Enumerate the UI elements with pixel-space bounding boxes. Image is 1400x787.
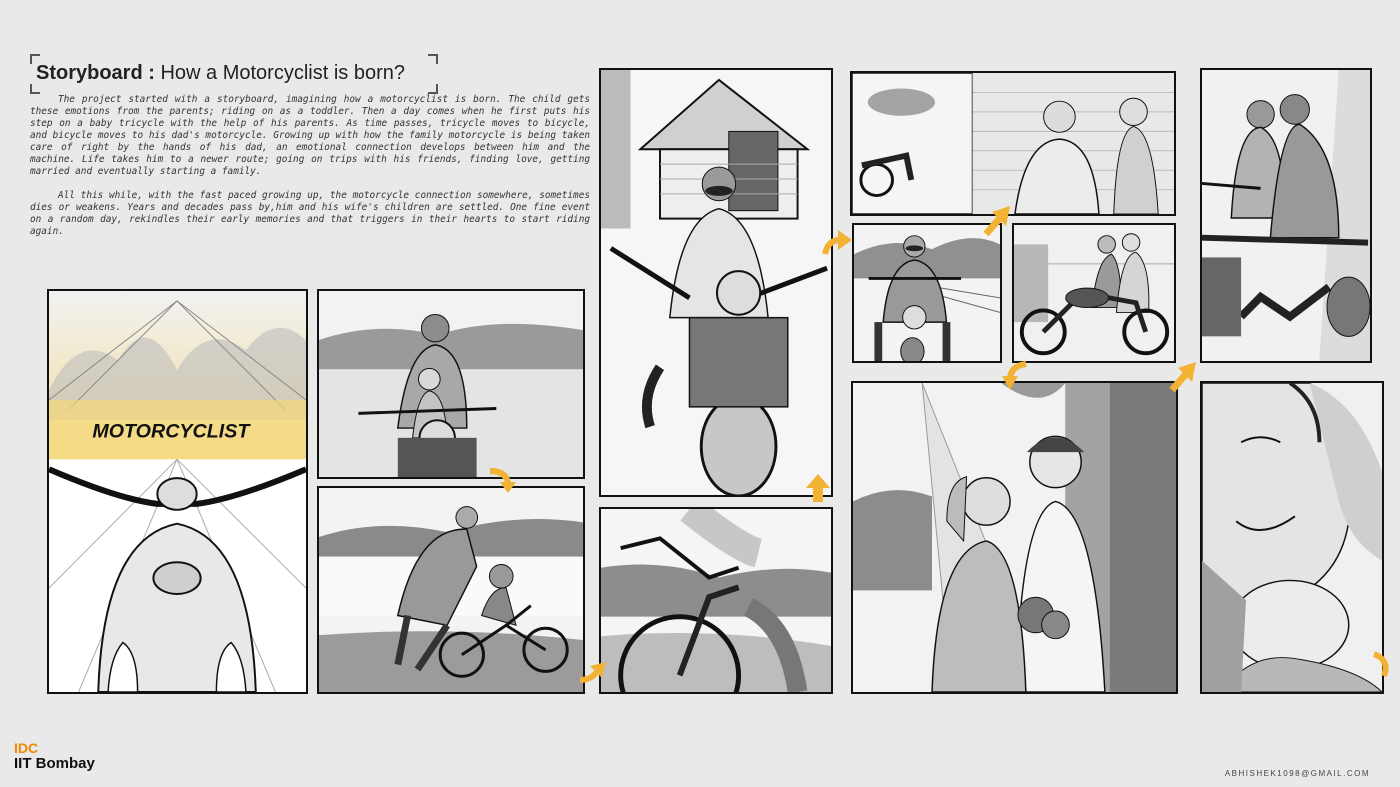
title-rest: How a Motorcyclist is born?	[154, 62, 405, 84]
description-paragraph-2: All this while, with the fast paced growing up, the motorcycle connection somewhere, sometimes dies or weakens. Years and decades pass by,him and his wife's children are settled. One fine event on a random day, rekindles their early memories and that triggers in their hearts to start riding again.	[30, 190, 590, 237]
arrow-panel11-end	[1370, 650, 1394, 680]
arrow-panel8-to-panel9	[1000, 360, 1030, 390]
panel-family-baby	[1200, 381, 1384, 694]
arrow-panel2-to-panel3	[486, 465, 516, 495]
panel-wedding	[851, 381, 1178, 694]
logo-iit-bombay: IIT Bombay	[14, 755, 95, 772]
arrow-panel7-to-panel6	[982, 206, 1012, 236]
description	[30, 94, 590, 250]
author-email: ABHISHEK1098@GMAIL.COM	[1224, 769, 1370, 778]
panel-motorcyclist-pov	[47, 289, 308, 694]
panel-elder-couple-ride	[1200, 68, 1372, 363]
logo-idc: IDC	[14, 740, 39, 756]
description-paragraph-1: The project started with a storyboard, imagining how a motorcyclist is born. The child gets these emotions from the parents; riding on as a toddler. Then a day comes when he first puts his step on a baby tricycle with the help of his parents. As time passes, tricycle moves to bicycle, and bicycle moves to his dad's motorcycle. Growing up with how the family motorcycle is being taken care of right by the hands of his dad, an emotional connection develops between him and the machine. Life takes him to a newer route; going on trips with his friends, finding love, getting married and eventually starting a family.	[30, 94, 590, 177]
panel1-motorcyclist-label: MOTORCYCLIST	[92, 420, 250, 443]
arrow-panel3-to-panel5	[578, 658, 608, 688]
title-bold: Storyboard :	[36, 62, 155, 84]
panel-love-wall	[850, 71, 1176, 216]
storyboard-title-frame	[30, 54, 438, 94]
arrow-panel4-to-panel7	[822, 228, 852, 258]
arrow-panel9-to-panel10	[1168, 362, 1198, 392]
panel-couple-ride	[1012, 223, 1176, 363]
panel-young-rider-house	[599, 68, 833, 497]
panel-bicycle-learning	[317, 486, 585, 694]
page-title	[36, 60, 438, 86]
panel-friends-ride	[852, 223, 1002, 363]
panel-bicycle-closeup	[599, 507, 833, 694]
arrow-panel5-to-panel4	[803, 474, 833, 504]
idc-iit-logo	[14, 740, 95, 772]
panel-dad-child-ride	[317, 289, 585, 479]
